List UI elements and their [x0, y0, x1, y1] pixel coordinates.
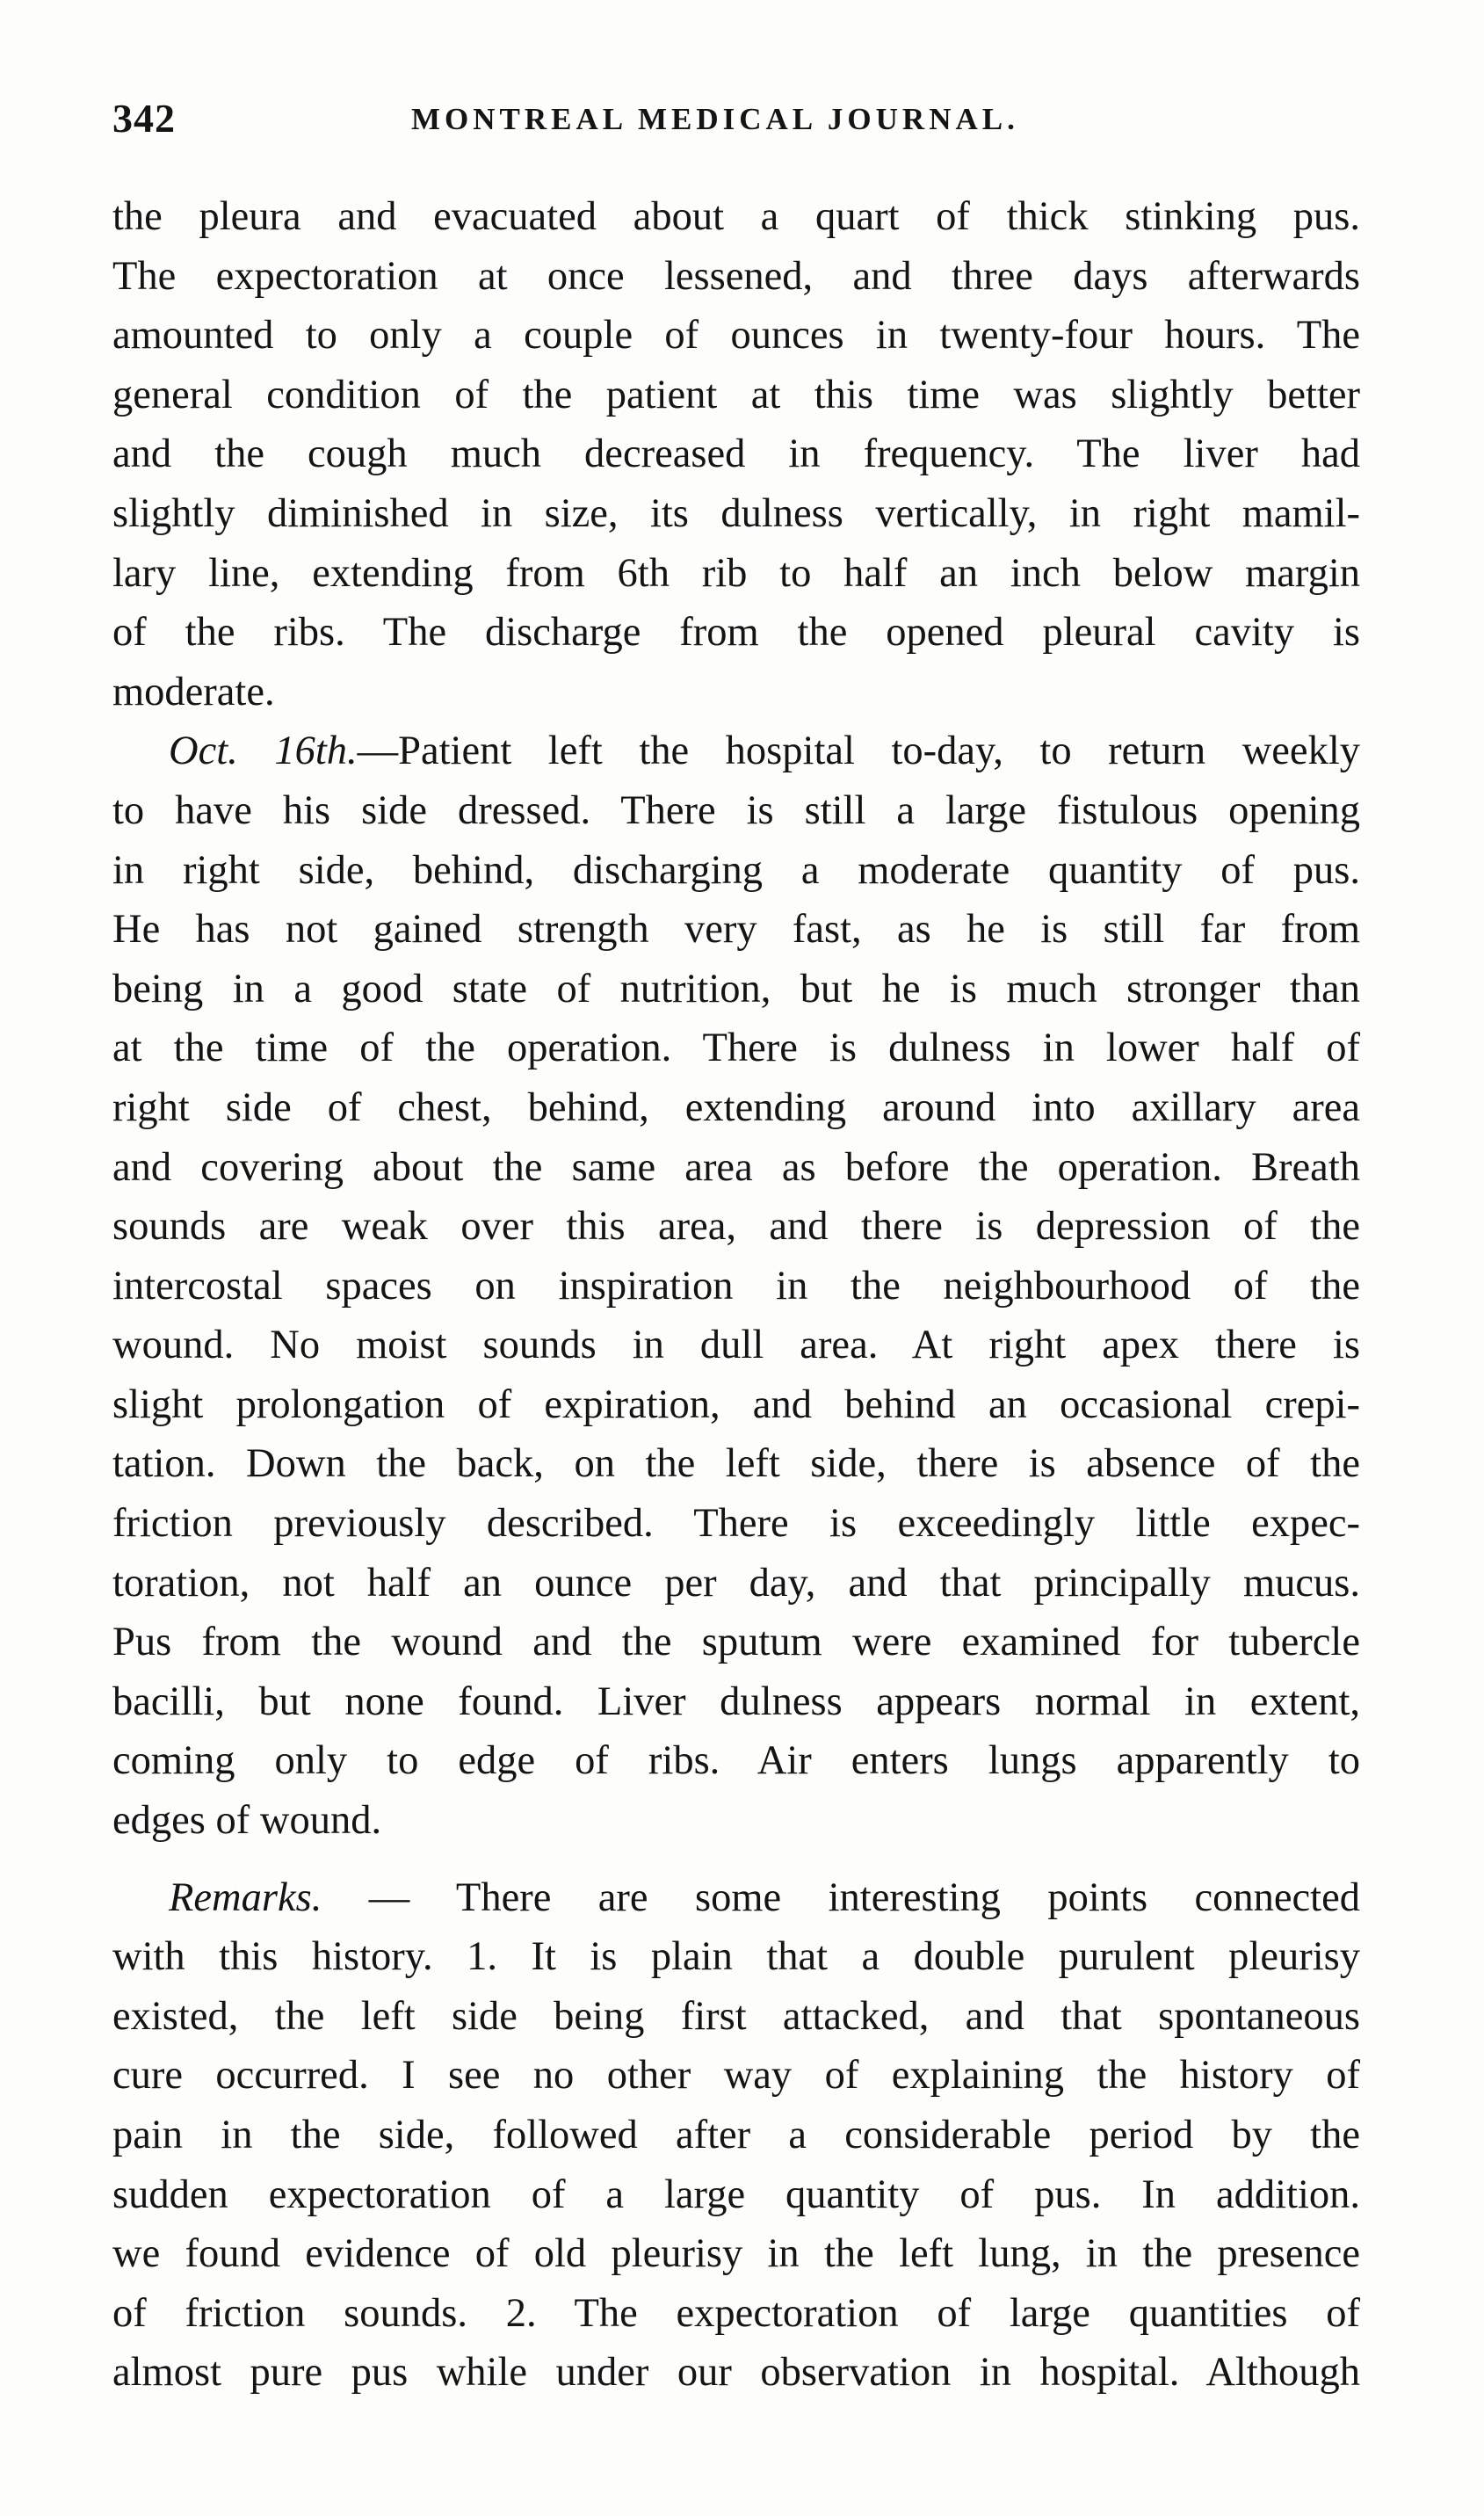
text-line: at the time of the operation. There is dulness in lower half of — [112, 1026, 1360, 1071]
text-line: slightly diminished in size, its dulness vertically, in right mamil- — [112, 490, 1360, 536]
text-line: He has not gained strength very fast, as he is still far from — [112, 907, 1360, 953]
text-line: pain in the side, followed after a considerable period by the — [112, 2113, 1360, 2157]
text-line: intercostal spaces on inspiration in the neighbourhood of the — [112, 1263, 1360, 1309]
text-line: Pus from the wound and the sputum were examined for tubercle — [112, 1620, 1360, 1665]
text-line-rest: — There are some interesting points connected — [322, 1874, 1360, 1920]
text-line: of the ribs. The discharge from the opened pleural cavity is — [112, 610, 1360, 656]
text-line — [112, 721, 1360, 781]
text-line: The expectoration at once lessened, and three days afterwards — [112, 253, 1360, 299]
paragraph-oct-16 — [112, 721, 1360, 1850]
text-line: general condition of the patient at this time was slightly better — [112, 372, 1360, 417]
text-line: in right side, behind, discharging a moderate quantity of pus. — [112, 847, 1360, 893]
paragraph-spacer — [112, 1851, 1360, 1868]
journal-title: MONTREAL MEDICAL JOURNAL. — [411, 102, 1019, 136]
page-number: 342 — [112, 96, 176, 141]
text-line: slight prolongation of expiration, and behind an occasional crepi- — [112, 1381, 1360, 1427]
text-line: we found evidence of old pleurisy in the left lung, in the presence — [112, 2231, 1360, 2277]
text-line: being in a good state of nutrition, but he is much stronger than — [112, 966, 1360, 1011]
text-line: almost pure pus while under our observation in hospital. Although — [112, 2350, 1360, 2396]
running-head — [112, 95, 1369, 148]
text-line: with this history. 1. It is plain that a double purulent pleurisy — [112, 1934, 1360, 1980]
text-line: edges of wound. — [112, 1798, 382, 1844]
text-line: to have his side dressed. There is still a large fistulous opening — [112, 787, 1360, 833]
text-line: wound. No moist sounds in dull area. At right apex there is — [112, 1323, 1360, 1368]
text-line — [112, 1868, 1360, 1928]
text-line: the pleura and evacuated about a quart of thick stinking pus. — [112, 194, 1360, 239]
paragraph-continuation — [112, 187, 1360, 721]
text-line: toration, not half an ounce per day, and that principally mucus. — [112, 1560, 1360, 1606]
text-line: and covering about the same area as before the operation. Breath — [112, 1144, 1360, 1190]
date-lead: Oct. 16th. — [169, 729, 358, 774]
text-line: right side of chest, behind, extending around into axillary area — [112, 1084, 1360, 1130]
text-line: friction previously described. There is exceedingly little expec- — [112, 1501, 1360, 1547]
text-line: sudden expectoration of a large quantity of pus. In addition. — [112, 2172, 1360, 2217]
text-line: amounted to only a couple of ounces in twenty-four hours. The — [112, 313, 1360, 359]
text-line: coming only to edge of ribs. Air enters lungs apparently to — [112, 1738, 1360, 1784]
text-line: of friction sounds. 2. The expectoration of large quantities of — [112, 2290, 1360, 2336]
text-line: sounds are weak over this area, and there is depression of the — [112, 1204, 1360, 1250]
text-line: moderate. — [112, 669, 275, 714]
text-line: tation. Down the back, on the left side, there is absence of the — [112, 1441, 1360, 1487]
text-line: and the cough much decreased in frequency. The liver had — [112, 431, 1360, 477]
paragraph-remarks — [112, 1868, 1360, 2403]
article-body — [112, 187, 1360, 2403]
remarks-lead: Remarks. — [169, 1874, 322, 1920]
text-line: existed, the left side being first attacked, and that spontaneous — [112, 1993, 1360, 2039]
text-line: lary line, extending from 6th rib to half an inch below margin — [112, 550, 1360, 596]
text-line: bacilli, but none found. Liver dulness appears normal in extent, — [112, 1679, 1360, 1724]
text-line: cure occurred. I see no other way of explaining the history of — [112, 2053, 1360, 2099]
text-line-rest: —Patient left the hospital to-day, to return weekly — [357, 729, 1360, 774]
